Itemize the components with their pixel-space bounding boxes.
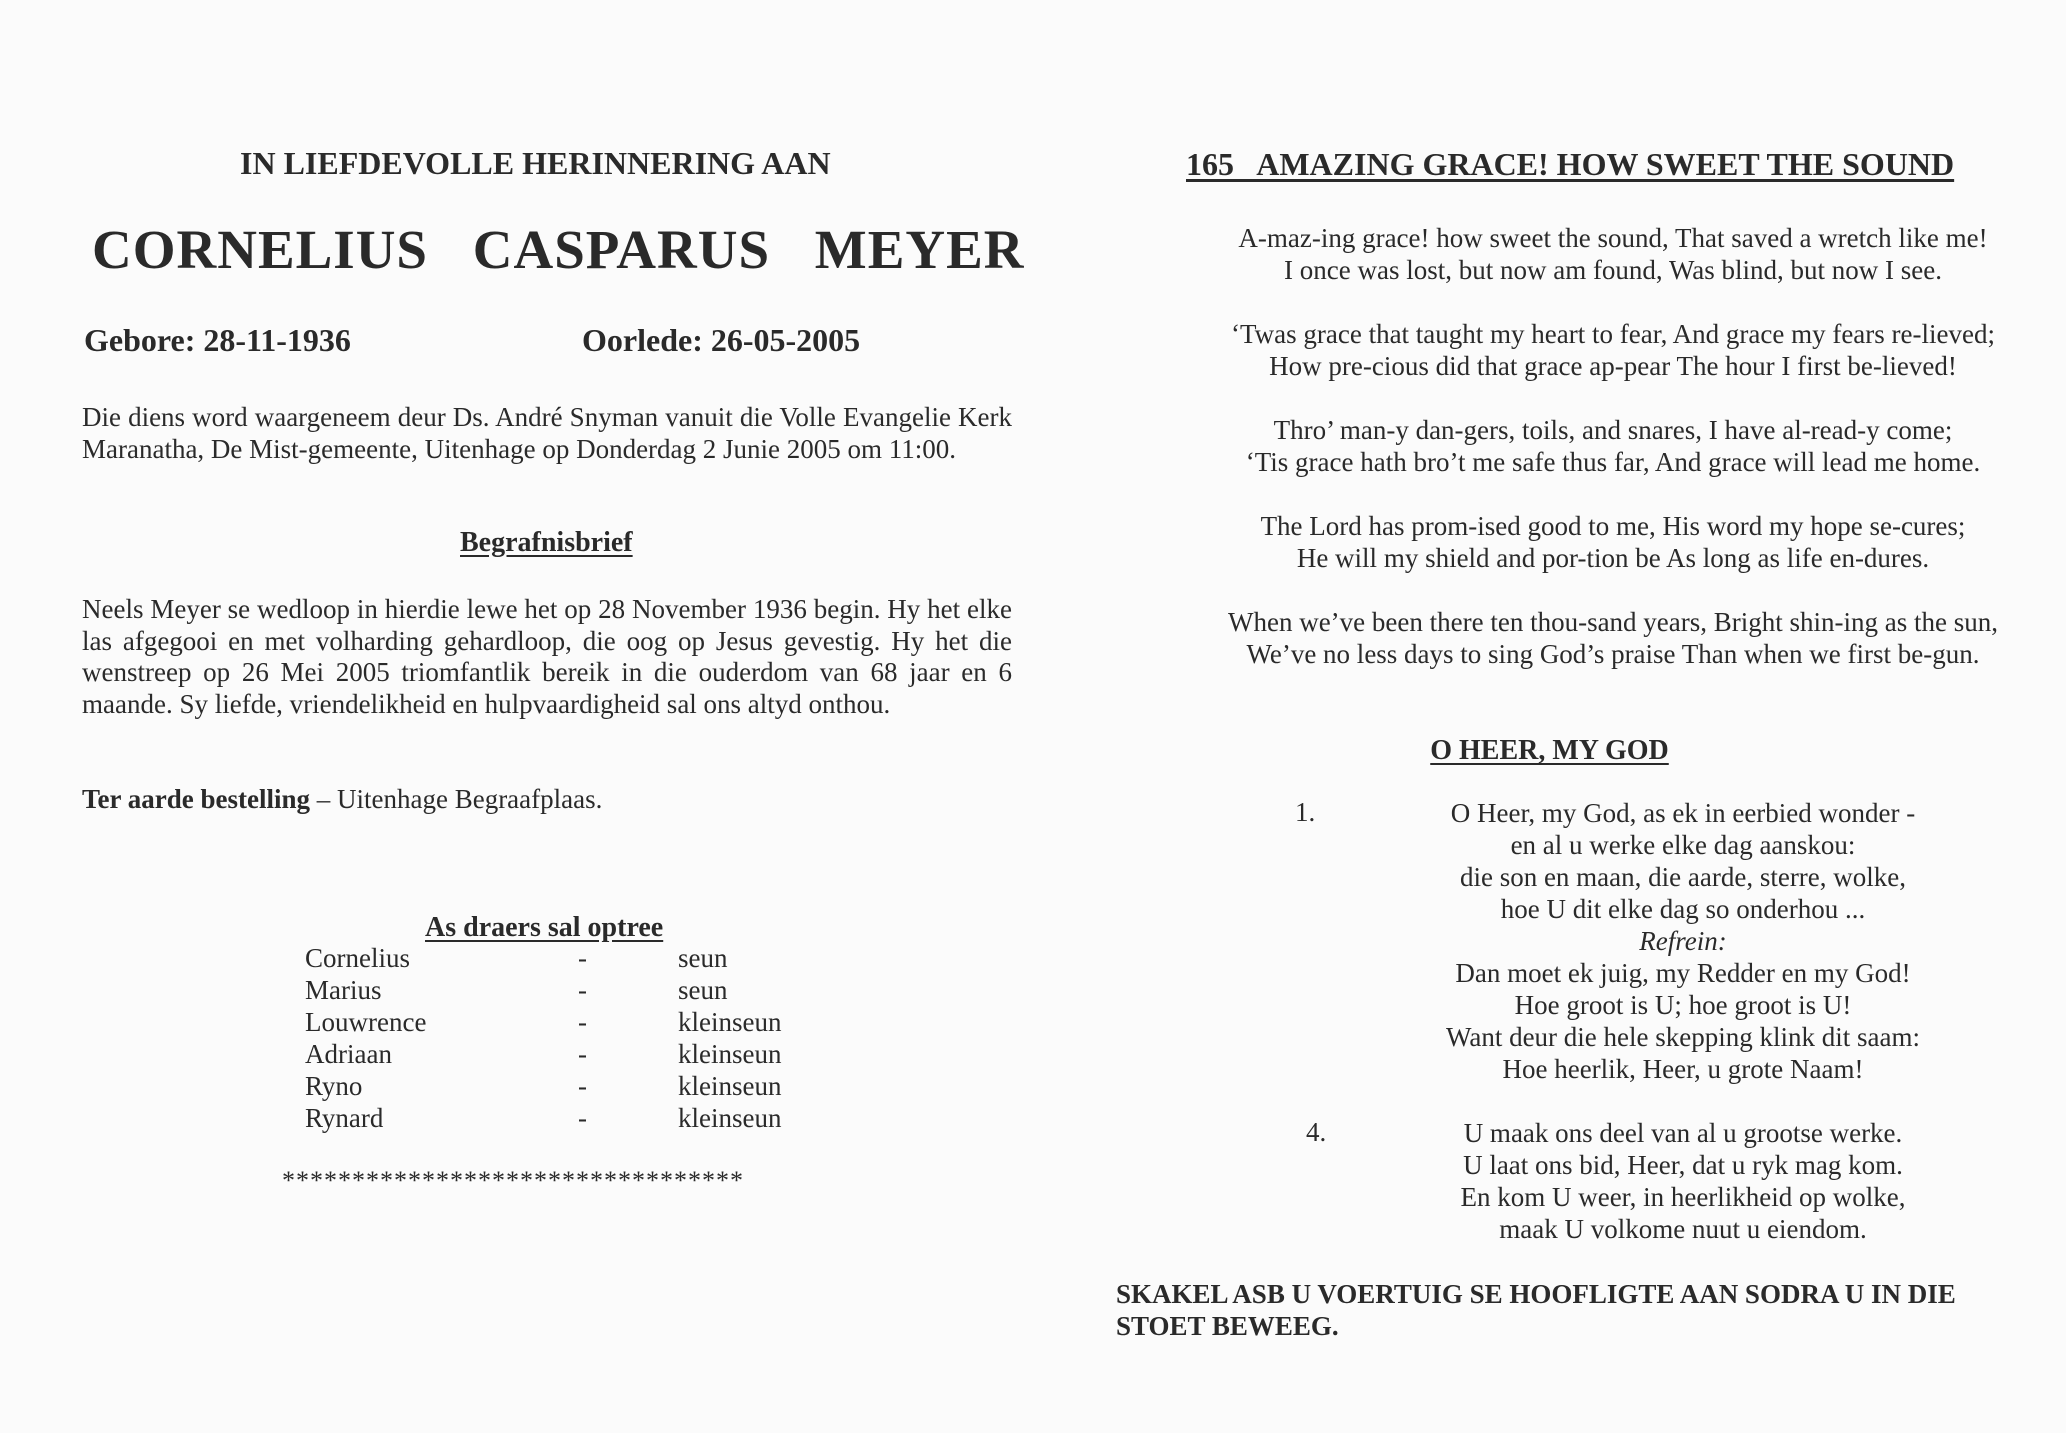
bearer-name: Louwrence: [305, 1007, 427, 1037]
stanza-1: [1373, 797, 1993, 1085]
bearer-relation: kleinseun: [678, 1007, 782, 1037]
headlights-notice: SKAKEL ASB U VOERTUIG SE HOOFLIGTE AAN SODRA U IN DIE STOET BEWEEG.: [1116, 1279, 1956, 1341]
death-date: Oorlede: 26-05-2005: [582, 322, 861, 358]
bearer-dash: -: [578, 975, 587, 1005]
stanza-number: 1.: [1295, 797, 1316, 827]
refrain-line: Want deur die hele skepping klink dit saam:: [1446, 1022, 1920, 1052]
refrain-line: Dan moet ek juig, my Redder en my God!: [1455, 958, 1911, 988]
hymn-verse: [1173, 510, 2053, 574]
bearer-row: [0, 943, 1033, 975]
memorial-heading: IN LIEFDEVOLLE HERINNERING AAN: [240, 145, 831, 181]
bearer-dash: -: [578, 1007, 587, 1037]
verse-line: ‘Twas grace that taught my heart to fear, And grace my fears re-lieved;: [1231, 319, 1995, 349]
stanza-line: die son en maan, die aarde, sterre, wolke,: [1459, 862, 1907, 892]
bearer-row: [0, 1103, 1033, 1135]
refrain-line: Hoe groot is U; hoe groot is U!: [1514, 990, 1852, 1020]
bearer-name: Adriaan: [305, 1039, 392, 1069]
begrafnisbrief-title: Begrafnisbrief: [460, 527, 633, 558]
stanza-line: maak U volkome nuut u eiendom.: [1499, 1214, 1867, 1244]
verse-line: He will my shield and por-tion be As long as life en-dures.: [1296, 543, 1930, 573]
bearer-dash: -: [578, 1103, 587, 1133]
refrain-line: Hoe heerlik, Heer, u grote Naam!: [1502, 1054, 1864, 1084]
bearer-row: [0, 975, 1033, 1007]
refrain-label: Refrein:: [1639, 926, 1727, 956]
bearer-relation: kleinseun: [678, 1039, 782, 1069]
stanza-line: hoe U dit elke dag so onderhou ...: [1500, 894, 1866, 924]
stanza-line: en al u werke elke dag aanskou:: [1510, 830, 1856, 860]
burial-label: Ter aarde bestelling: [82, 784, 310, 814]
stanza-line: U laat ons bid, Heer, dat u ryk mag kom.: [1463, 1150, 1903, 1180]
bearer-row: [0, 1007, 1033, 1039]
bearer-name: Marius: [305, 975, 382, 1005]
stanza-line: U maak ons deel van al u grootse werke.: [1463, 1118, 1903, 1148]
right-page: [1033, 0, 2066, 1433]
song2-title: [1033, 735, 2066, 767]
hymn-verse: [1173, 222, 2053, 286]
bearer-relation: seun: [678, 943, 728, 973]
star-divider: *********************************: [282, 1166, 744, 1195]
bearer-dash: -: [578, 943, 587, 973]
bearer-dash: -: [578, 1071, 587, 1101]
bearer-row: [0, 1071, 1033, 1103]
bearer-name: Rynard: [305, 1103, 384, 1133]
song2-title-text: O HEER, MY GOD: [1430, 735, 1669, 766]
hymn-verse: [1173, 318, 2053, 382]
hymn-verse: [1173, 414, 2053, 478]
stanza-line: En kom U weer, in heerlikheid op wolke,: [1460, 1182, 1906, 1212]
verse-line: When we’ve been there ten thou-sand years, Bright shin-ing as the sun,: [1227, 607, 1999, 637]
hymn-verse: [1173, 606, 2053, 670]
verse-line: The Lord has prom-ised good to me, His word my hope se-cures;: [1260, 511, 1966, 541]
bearers-title: As draers sal optree: [425, 912, 664, 943]
bearer-dash: -: [578, 1039, 587, 1069]
bearer-row: [0, 1039, 1033, 1071]
bearer-name: Cornelius: [305, 943, 410, 973]
stanza-number: 4.: [1306, 1117, 1327, 1147]
burial-place: – Uitenhage Begraafplaas.: [310, 784, 603, 814]
bearer-relation: seun: [678, 975, 728, 1005]
hymn-title: 165 AMAZING GRACE! HOW SWEET THE SOUND: [1186, 146, 1955, 182]
bearer-name: Ryno: [305, 1071, 363, 1101]
bearer-relation: kleinseun: [678, 1071, 782, 1101]
burial-line: [82, 784, 602, 815]
verse-line: We’ve no less days to sing God’s praise Than when we first be-gun.: [1246, 639, 1980, 669]
begrafnisbrief-text: Neels Meyer se wedloop in hierdie lewe het op 28 November 1936 begin. Hy het elke las afgegooi en met volharding gehardloop, die oog op Jesus gevestig. Hy het die wenstreep op 26 Mei 2005 triomfantlik bereik in die ouderdom van 68 jaar en 6 maande. Sy liefde, vriendelikheid en hulpvaardigheid sal ons altyd onthou.: [82, 594, 1012, 719]
verse-line: A-maz-ing grace! how sweet the sound, That saved a wretch like me!: [1238, 223, 1988, 253]
deceased-name: CORNELIUS CASPARUS MEYER: [92, 219, 1025, 280]
verse-line: Thro’ man-y dan-gers, toils, and snares, I have al-read-y come;: [1273, 415, 1953, 445]
stanza-line: O Heer, my God, as ek in eerbied wonder -: [1450, 798, 1916, 828]
service-details: Die diens word waargeneem deur Ds. André Snyman vanuit die Volle Evangelie Kerk Maranatha, De Mist-gemeente, Uitenhage op Donderdag 2 Junie 2005 om 11:00.: [82, 402, 1012, 464]
birth-date: Gebore: 28-11-1936: [84, 322, 351, 358]
stanza-4: [1373, 1117, 1993, 1245]
verse-line: How pre-cious did that grace ap-pear The hour I first be-lieved!: [1269, 351, 1957, 381]
bearer-relation: kleinseun: [678, 1103, 782, 1133]
verse-line: I once was lost, but now am found, Was blind, but now I see.: [1284, 255, 1942, 285]
verse-line: ‘Tis grace hath bro’t me safe thus far, And grace will lead me home.: [1245, 447, 1981, 477]
